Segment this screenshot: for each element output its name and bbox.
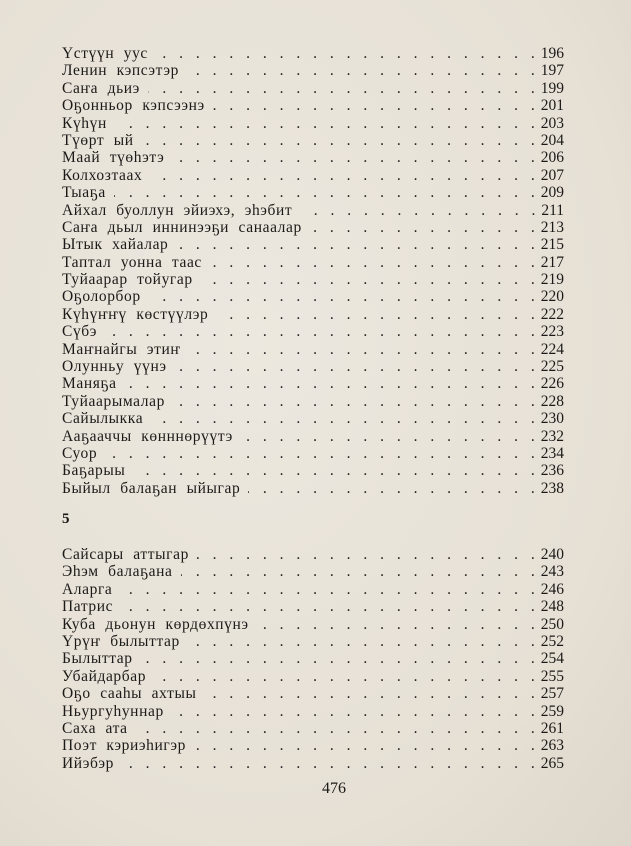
dot-leader [216, 306, 534, 323]
toc-entry [62, 271, 564, 288]
dot-leader [187, 62, 535, 79]
dot-leader [125, 375, 535, 392]
entry-title: Маай түөһэтэ [62, 149, 165, 167]
entry-page-number: 243 [540, 563, 564, 581]
entry-page-number: 230 [540, 410, 564, 428]
toc-entry [62, 445, 564, 462]
entry-title: Маняҕа [62, 375, 117, 393]
entry-page-number: 236 [540, 462, 564, 480]
entry-title: Ленин кэпсэтэр [62, 62, 180, 80]
entry-title: Түөрт ый [62, 131, 134, 149]
entry-title: Оҕо сааһы ахтыы [62, 685, 197, 703]
toc-entry [62, 720, 564, 737]
dot-leader [133, 462, 534, 479]
dot-leader [181, 563, 535, 580]
toc-entry [62, 598, 564, 615]
toc-entry [62, 616, 564, 633]
toc-entry [62, 62, 564, 79]
entry-title: Ытык хайалар [62, 236, 169, 254]
dot-leader [122, 755, 535, 772]
entry-page-number: 213 [540, 218, 564, 236]
toc-entry [62, 149, 564, 166]
dot-leader [189, 341, 535, 358]
toc-entry [62, 581, 564, 598]
entry-title: Ааҕааччы көнннөрүүтэ [62, 427, 233, 445]
toc-entry [62, 288, 564, 305]
entry-page-number: 209 [540, 184, 564, 202]
section-heading: 5 [62, 511, 70, 527]
entry-page-number: 234 [540, 444, 564, 462]
dot-leader [248, 480, 534, 497]
dot-leader [172, 149, 534, 166]
dot-leader [172, 703, 535, 720]
dot-leader [136, 720, 535, 737]
entry-page-number: 226 [540, 375, 564, 393]
dot-leader [213, 97, 535, 114]
toc-entry [62, 737, 564, 754]
toc-entry [62, 306, 564, 323]
entry-title: Поэт кэриэһигэр [62, 737, 186, 755]
toc-entry [62, 202, 564, 219]
entry-title: Былыттар [62, 650, 133, 668]
dot-leader [156, 45, 535, 62]
entry-page-number: 265 [540, 754, 564, 772]
toc-entry [62, 236, 564, 253]
entry-title: Сайсары аттыгар [62, 546, 189, 563]
entry-page-number: 263 [540, 737, 564, 755]
toc-entry [62, 703, 564, 720]
dot-leader [114, 184, 535, 201]
dot-leader [154, 668, 535, 685]
toc-entry [62, 428, 564, 445]
toc-entry [62, 668, 564, 685]
entry-title: Оҕолорбор [62, 288, 141, 306]
entry-title: Сүбэ [62, 323, 98, 341]
entry-title: Үстүүн уус [62, 45, 148, 62]
dot-leader [300, 202, 535, 219]
dot-leader [194, 737, 535, 754]
toc-entry [62, 341, 564, 358]
toc-entry [62, 546, 564, 563]
entry-page-number: 252 [540, 632, 564, 650]
toc-entry [62, 219, 564, 236]
dot-leader [150, 167, 534, 184]
toc-entry [62, 323, 564, 340]
entry-title: Куба дьонун көрдөхпүнэ [62, 615, 249, 633]
toc-entry [62, 45, 564, 62]
entry-page-number: 201 [540, 97, 564, 115]
dot-leader [310, 219, 535, 236]
entry-page-number: 225 [540, 358, 564, 376]
entry-title: Аларга [62, 580, 113, 598]
entry-title: Күһүн [62, 114, 107, 132]
entry-page-number: 215 [540, 236, 564, 254]
toc-entry [62, 254, 564, 271]
entry-title: Убайдарбар [62, 667, 147, 685]
entry-title: Үрүҥ былыттар [62, 632, 180, 650]
entry-page-number: 255 [540, 667, 564, 685]
entry-title: Маҥнайгы этиҥ [62, 340, 181, 358]
dot-leader [176, 236, 534, 253]
entry-page-number: 196 [540, 45, 564, 62]
toc-block-2 [62, 546, 564, 772]
dot-leader [241, 428, 535, 445]
entry-title: Саха ата [62, 719, 128, 737]
entry-title: Быйыл балаҕан ыйыгар [62, 479, 241, 497]
entry-page-number: 224 [540, 340, 564, 358]
dot-leader [105, 323, 535, 340]
entry-title: Ийэбэр [62, 754, 115, 772]
entry-title: Суор [62, 444, 98, 462]
toc-entry [62, 167, 564, 184]
entry-page-number: 206 [540, 149, 564, 167]
entry-page-number: 238 [540, 479, 564, 497]
entry-page-number: 240 [540, 546, 564, 563]
dot-leader [210, 254, 535, 271]
entry-title: Туйаарар тойугар [62, 271, 193, 289]
dot-leader [149, 288, 535, 305]
dot-leader [201, 271, 535, 288]
toc-entry [62, 633, 564, 650]
entry-page-number: 222 [540, 305, 564, 323]
toc-entry [62, 132, 564, 149]
toc-entry [62, 563, 564, 580]
entry-page-number: 197 [540, 62, 564, 80]
entry-title: Колхозтаах [62, 166, 143, 184]
page-number: 476 [322, 780, 346, 797]
dot-leader [115, 115, 535, 132]
toc-entry [62, 685, 564, 702]
dot-leader [205, 685, 535, 702]
entry-title: Күһүҥҥү көстүүлэр [62, 305, 209, 323]
toc-entry [62, 115, 564, 132]
dot-leader [142, 132, 535, 149]
entry-title: Айхал буоллун эйиэхэ, эһэбит [62, 201, 293, 219]
dot-leader [105, 445, 535, 462]
toc-entry [62, 97, 564, 114]
toc-entry [62, 184, 564, 201]
toc-entry [62, 462, 564, 479]
dot-leader [120, 581, 534, 598]
entry-page-number: 211 [541, 201, 564, 219]
entry-page-number: 203 [540, 114, 564, 132]
toc-entry [62, 375, 564, 392]
entry-title: Оҕонньор кэпсээнэ [62, 97, 205, 115]
entry-title: Баҕарыы [62, 462, 126, 480]
entry-page-number: 246 [540, 580, 564, 598]
entry-title: Эһэм балаҕана [62, 563, 173, 581]
entry-title: Таптал уонна таас [62, 253, 202, 271]
dot-leader [175, 358, 535, 375]
dot-leader [188, 633, 535, 650]
dot-leader [257, 616, 535, 633]
entry-page-number: 254 [540, 650, 564, 668]
entry-title: Олунньу үүнэ [62, 358, 167, 376]
toc-entry [62, 393, 564, 410]
entry-page-number: 217 [540, 253, 564, 271]
entry-page-number: 220 [540, 288, 564, 306]
entry-page-number: 228 [540, 392, 564, 410]
toc-block-1 [62, 45, 564, 497]
entry-title: Саҥа дьиэ [62, 79, 140, 97]
entry-title: Саҥа дьыл иннинээҕи санаалар [62, 218, 302, 236]
toc-entry [62, 755, 564, 772]
entry-title: Ньургуһуннар [62, 702, 164, 720]
dot-leader [151, 410, 535, 427]
dot-leader [141, 650, 535, 667]
entry-page-number: 232 [540, 427, 564, 445]
entry-page-number: 248 [540, 598, 564, 616]
toc-entry [62, 480, 564, 497]
entry-page-number: 204 [540, 131, 564, 149]
dot-leader [148, 80, 535, 97]
toc-entry [62, 358, 564, 375]
entry-title: Сайылыкка [62, 410, 144, 428]
entry-page-number: 257 [540, 685, 564, 703]
entry-page-number: 223 [540, 323, 564, 341]
toc-entry [62, 80, 564, 97]
entry-page-number: 259 [540, 702, 564, 720]
toc-entry [62, 650, 564, 667]
toc-entry [62, 410, 564, 427]
entry-page-number: 199 [540, 79, 564, 97]
entry-page-number: 250 [540, 615, 564, 633]
entry-title: Патрис [62, 598, 114, 616]
entry-title: Тыаҕа [62, 184, 106, 202]
entry-page-number: 261 [540, 719, 564, 737]
entry-page-number: 219 [540, 271, 564, 289]
dot-leader [173, 393, 535, 410]
dot-leader [197, 546, 535, 563]
entry-title: Туйаарымалар [62, 392, 165, 410]
entry-page-number: 207 [540, 166, 564, 184]
dot-leader [121, 598, 535, 615]
